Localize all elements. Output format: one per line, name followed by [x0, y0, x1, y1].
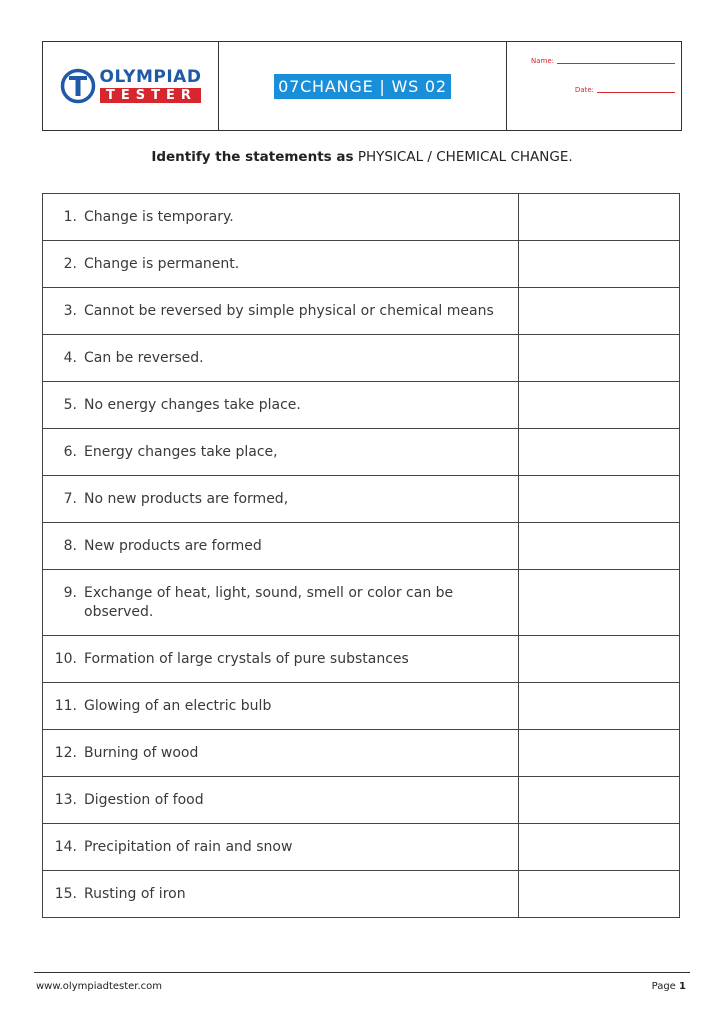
- answer-cell[interactable]: [519, 382, 680, 429]
- answer-cell[interactable]: [519, 288, 680, 335]
- question-text: Precipitation of rain and snow: [84, 838, 293, 855]
- question-cell: [43, 288, 519, 335]
- question-number: 4.: [63, 349, 77, 366]
- date-field[interactable]: [575, 86, 675, 94]
- question-number: 2.: [63, 255, 77, 272]
- question-text: Cannot be reversed by simple physical or chemical means: [84, 302, 494, 319]
- answer-cell[interactable]: [519, 824, 680, 871]
- question-number: 3.: [63, 302, 77, 319]
- question-row: [43, 241, 680, 288]
- question-text: Glowing of an electric bulb: [84, 697, 272, 714]
- question-number: 1.: [63, 208, 77, 225]
- question-row: [43, 476, 680, 523]
- question-cell: [43, 335, 519, 382]
- instruction-rest: PHYSICAL / CHEMICAL CHANGE.: [353, 149, 573, 165]
- question-cell: [43, 636, 519, 683]
- title-cell: [219, 42, 507, 130]
- question-number: 8.: [63, 537, 77, 554]
- question-text: Can be reversed.: [84, 349, 204, 366]
- answer-cell[interactable]: [519, 730, 680, 777]
- question-number: 14.: [54, 838, 77, 855]
- date-underline: [597, 92, 675, 93]
- question-text: Change is temporary.: [84, 208, 234, 225]
- question-row: [43, 683, 680, 730]
- olympiad-tester-logo-icon: [60, 68, 96, 104]
- question-row: [43, 730, 680, 777]
- question-number: 11.: [54, 697, 77, 714]
- question-text: Formation of large crystals of pure substances: [84, 650, 409, 667]
- answer-cell[interactable]: [519, 777, 680, 824]
- answer-cell[interactable]: [519, 636, 680, 683]
- answer-cell[interactable]: [519, 523, 680, 570]
- worksheet-title: 07CHANGE | WS 02: [274, 74, 451, 99]
- answer-cell[interactable]: [519, 570, 680, 636]
- answer-cell[interactable]: [519, 683, 680, 730]
- answer-cell[interactable]: [519, 871, 680, 918]
- answer-cell[interactable]: [519, 335, 680, 382]
- question-row: [43, 523, 680, 570]
- question-number: 9.: [63, 584, 77, 601]
- question-text: Burning of wood: [84, 744, 199, 761]
- question-number: 6.: [63, 443, 77, 460]
- question-text: Rusting of iron: [84, 885, 186, 902]
- question-text: No new products are formed,: [84, 490, 289, 507]
- question-cell: [43, 683, 519, 730]
- question-row: [43, 429, 680, 476]
- question-cell: [43, 570, 519, 636]
- question-row: [43, 288, 680, 335]
- question-number: 7.: [63, 490, 77, 507]
- answer-cell[interactable]: [519, 241, 680, 288]
- question-row: [43, 335, 680, 382]
- question-row: [43, 382, 680, 429]
- name-underline: [557, 63, 675, 64]
- question-cell: [43, 523, 519, 570]
- question-cell: [43, 194, 519, 241]
- question-cell: [43, 241, 519, 288]
- question-text: Change is permanent.: [84, 255, 240, 272]
- question-number: 15.: [54, 885, 77, 902]
- question-text: Energy changes take place,: [84, 443, 278, 460]
- question-row: [43, 824, 680, 871]
- name-field[interactable]: [531, 57, 675, 65]
- logo-top-text: OLYMPIAD: [99, 67, 202, 87]
- logo-bottom-text: TESTER: [100, 88, 202, 103]
- question-number: 13.: [54, 791, 77, 808]
- question-number: 10.: [54, 650, 77, 667]
- instruction-bold: Identify the statements as: [151, 149, 354, 165]
- question-text: Exchange of heat, light, sound, smell or color can be observed.: [84, 584, 454, 620]
- question-row: [43, 194, 680, 241]
- question-text: No energy changes take place.: [84, 396, 301, 413]
- page-number: 1: [679, 981, 686, 992]
- question-row: [43, 570, 680, 636]
- question-cell: [43, 730, 519, 777]
- olympiad-tester-logo: [60, 68, 202, 104]
- answer-cell[interactable]: [519, 476, 680, 523]
- question-row: [43, 871, 680, 918]
- answer-cell[interactable]: [519, 429, 680, 476]
- questions-table: [42, 193, 680, 918]
- question-cell: [43, 382, 519, 429]
- question-cell: [43, 871, 519, 918]
- question-text: New products are formed: [84, 537, 262, 554]
- answer-cell[interactable]: [519, 194, 680, 241]
- logo-cell: [43, 42, 219, 130]
- question-row: [43, 636, 680, 683]
- question-cell: [43, 429, 519, 476]
- question-cell: [43, 777, 519, 824]
- page-label: Page: [651, 981, 676, 992]
- question-row: [43, 777, 680, 824]
- question-cell: [43, 476, 519, 523]
- date-label: Date:: [574, 86, 594, 94]
- worksheet-header: [42, 41, 682, 131]
- question-cell: [43, 824, 519, 871]
- footer-website: www.olympiadtester.com: [36, 981, 163, 992]
- instruction-text: [0, 149, 724, 165]
- name-label: Name:: [530, 57, 554, 65]
- question-number: 5.: [63, 396, 77, 413]
- footer-page: [652, 981, 686, 992]
- meta-cell: [507, 42, 681, 130]
- question-text: Digestion of food: [84, 791, 204, 808]
- footer-divider: [34, 972, 690, 973]
- question-number: 12.: [54, 744, 77, 761]
